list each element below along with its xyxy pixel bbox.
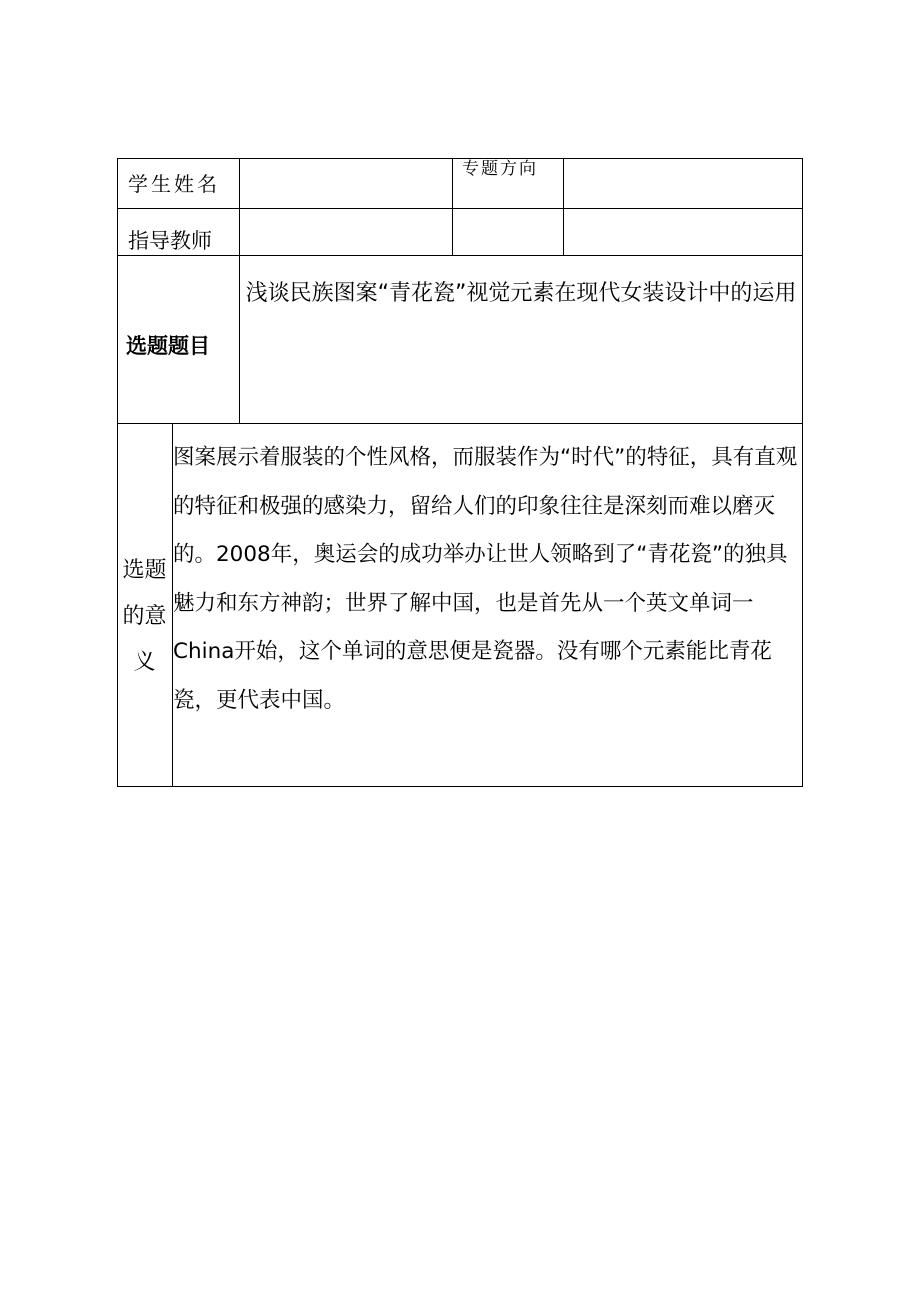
- meaning-label: 选题的意义: [122, 558, 167, 675]
- table-row-divider-1: [117, 208, 803, 209]
- student-name-label: 学生姓名: [128, 172, 220, 196]
- table-border-bottom: [117, 786, 803, 787]
- table-border-left: [117, 158, 118, 787]
- direction-label: 专题方向: [462, 159, 538, 179]
- meaning-value: 图案展示着服装的个性风格，而服装作为“时代”的特征，具有直观的特征和极强的感染力，留给人们的印象往往是深刻而难以磨灭的。2008年，奥运会的成功举办让世人领略到了“青花瓷”的独具魅力和东方神韵；世界了解中国，也是首先从一个英文单词一China开始，这个单词的意思便是瓷器。没有哪个元素能比青花瓷，更代表中国。: [173, 445, 798, 713]
- table-column-divider-right: [563, 158, 564, 256]
- topic-value: 浅谈民族图案“青花瓷”视觉元素在现代女装设计中的运用: [245, 281, 797, 306]
- table-column-divider-mid: [452, 158, 453, 256]
- advisor-label: 指导教师: [128, 229, 212, 253]
- table-row-divider-2: [117, 255, 803, 256]
- table-row-divider-3: [117, 423, 803, 424]
- topic-label: 选题题目: [126, 334, 210, 358]
- table-border-top: [117, 158, 803, 159]
